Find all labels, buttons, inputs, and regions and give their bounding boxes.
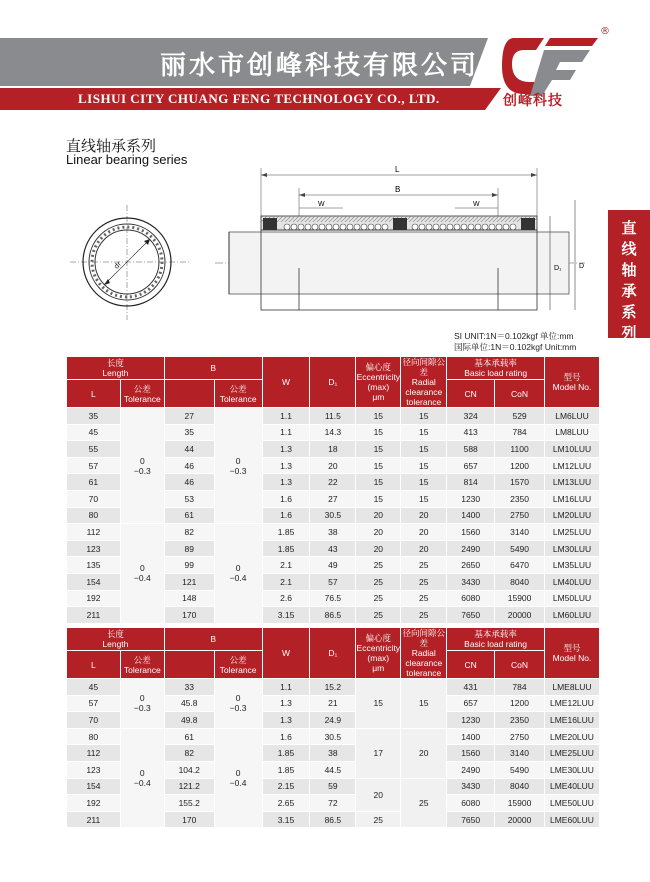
cell-CoN: 3140 [495,524,545,541]
cell-eccentricity: 15 [356,424,401,441]
spec-table-1 [66,356,600,624]
cell-W: 1.6 [262,728,310,745]
header-L: L [67,380,121,408]
cell-radial: 25 [401,590,447,607]
page-title-cn: 直线轴承系列 [66,137,157,155]
cell-W: 1.85 [262,761,310,778]
tolerance-lower: −0.4 [229,778,247,789]
W-dim-label-left: W [318,201,325,208]
cell-radial: 25 [401,607,447,624]
header-CoN: CoN [495,651,545,679]
cell-L: 211 [67,607,121,624]
cell-L: 80 [67,728,121,745]
cell-L: 112 [67,524,121,541]
side-tab-char: 直 [621,219,637,237]
cell-CN: 3430 [447,573,495,590]
cell-L: 70 [67,490,121,507]
cell-CoN: 784 [495,424,545,441]
cell-radial: 15 [401,679,447,729]
cell-model: LME40LUU [544,778,599,795]
cell-CoN: 1200 [495,695,545,712]
cell-B: 155.2 [164,795,214,812]
cell-model: LM20LUU [545,507,600,524]
cell-W: 1.1 [262,679,310,696]
cell-W: 1.6 [262,507,310,524]
cell-B: 82 [164,745,214,762]
cell-W: 1.3 [262,441,310,458]
cell-eccentricity: 20 [356,507,401,524]
header-load-rating: 基本承载率 Basic load rating [447,628,545,651]
cell-model: LM6LUU [545,408,600,425]
tolerance-cell [214,524,262,624]
cell-CN: 2490 [447,761,495,778]
table-row [67,728,600,745]
cell-B: 45.8 [164,695,214,712]
header-model: 型号 Model No. [544,628,599,679]
cell-CoN: 8040 [495,778,545,795]
cell-model: LME16LUU [544,712,599,729]
side-tab-char: 轴 [621,261,637,279]
cell-CN: 2650 [447,557,495,574]
cell-W: 2.15 [262,778,310,795]
cell-L: 123 [67,761,121,778]
tolerance-cell [214,679,262,729]
cell-model: LME20LUU [544,728,599,745]
cell-D1: 30.5 [310,507,356,524]
dr-label: dr [112,259,124,271]
cell-CN: 1230 [447,712,495,729]
cell-model: LME8LUU [544,679,599,696]
cell-CoN: 1100 [495,441,545,458]
cell-W: 1.1 [262,424,310,441]
cell-D1: 49 [310,557,356,574]
cell-W: 1.3 [262,474,310,491]
company-name-en: LISHUI CITY CHUANG FENG TECHNOLOGY CO., LTD. [78,91,440,106]
cell-D1: 24.9 [310,712,356,729]
cell-CoN: 2350 [495,712,545,729]
cell-L: 80 [67,507,121,524]
cell-CN: 7650 [447,811,495,828]
units-line-2: 国际单位:1N＝0.102kgf Unit:mm [454,342,577,352]
cell-B: 61 [164,507,214,524]
D-dim-label: D [579,263,585,270]
cell-CN: 2490 [447,540,495,557]
cell-CoN: 2350 [495,490,545,507]
cell-radial: 20 [401,728,447,778]
tolerance-lower: −0.4 [229,573,247,584]
side-tab-char: 线 [621,240,637,258]
cell-D1: 21 [310,695,356,712]
cell-D1: 30.5 [310,728,356,745]
cell-radial: 25 [401,557,447,574]
cell-radial: 20 [401,540,447,557]
tolerance-cell [120,679,164,729]
cell-CN: 413 [447,424,495,441]
cell-CN: 6080 [447,795,495,812]
cell-CoN: 2750 [495,507,545,524]
header-B-value [164,651,214,679]
registered-mark: ® [600,26,610,37]
cell-eccentricity: 20 [356,524,401,541]
cell-model: LM30LUU [545,540,600,557]
cell-B: 104.2 [164,761,214,778]
cell-eccentricity: 25 [356,573,401,590]
header-length: 长度 Length [67,628,165,651]
cell-D1: 59 [310,778,356,795]
cell-radial: 25 [401,778,447,828]
cell-W: 1.6 [262,490,310,507]
cell-D1: 18 [310,441,356,458]
side-tab-char: 系 [621,303,637,321]
cell-CoN: 5490 [495,761,545,778]
cell-B: 27 [164,408,214,425]
cell-CoN: 1200 [495,457,545,474]
cell-CN: 1400 [447,728,495,745]
tolerance-cell [214,728,262,828]
cell-L: 35 [67,408,121,425]
tolerance-lower: −0.4 [133,573,151,584]
cell-radial: 15 [401,424,447,441]
cell-W: 2.1 [262,573,310,590]
header-length: 长度 Length [67,357,165,380]
cell-D1: 86.5 [310,607,356,624]
cell-CN: 324 [447,408,495,425]
cell-B: 170 [164,811,214,828]
cell-D1: 22 [310,474,356,491]
header-L-tolerance: 公差 Tolerance [120,651,164,679]
cell-CN: 431 [447,679,495,696]
cell-W: 1.3 [262,712,310,729]
cell-CN: 1230 [447,490,495,507]
cell-B: 121 [164,573,214,590]
bearing-side-section-diagram [215,160,595,320]
cell-W: 1.85 [262,540,310,557]
cell-D1: 15.2 [310,679,356,696]
header-CN: CN [447,651,495,679]
cell-radial: 25 [401,573,447,590]
tolerance-upper: 0 [139,455,145,466]
header-eccentricity: 偏心度 Eccentricity (max) μm [356,357,401,408]
cell-model: LME25LUU [544,745,599,762]
cell-model: LM16LUU [545,490,600,507]
cell-CN: 588 [447,441,495,458]
cell-eccentricity: 20 [356,540,401,557]
cell-L: 112 [67,745,121,762]
cell-L: 70 [67,712,121,729]
header-B-tolerance: 公差 Tolerance [214,380,262,408]
header-B-tolerance: 公差 Tolerance [214,651,262,679]
header-W: W [262,357,310,408]
tolerance-upper: 0 [235,693,241,704]
cell-CoN: 784 [495,679,545,696]
side-tab-char: 承 [621,282,637,300]
cell-CoN: 2750 [495,728,545,745]
W-dim-label-right: W [473,201,480,208]
cell-D1: 76.5 [310,590,356,607]
tolerance-lower: −0.3 [229,703,247,714]
tolerance-lower: −0.3 [229,465,247,476]
tolerance-lower: −0.3 [133,703,151,714]
logo-subtitle: 创峰科技 [503,93,563,109]
tolerance-cell [120,408,164,524]
cell-B: 89 [164,540,214,557]
cell-eccentricity: 15 [356,490,401,507]
cell-D1: 43 [310,540,356,557]
tolerance-lower: −0.4 [133,778,151,789]
cell-CoN: 15900 [495,590,545,607]
header-B-value [164,380,214,408]
cell-W: 2.1 [262,557,310,574]
side-tab-char: 列 [621,324,637,342]
tolerance-lower: −0.3 [133,465,151,476]
cell-model: LM8LUU [545,424,600,441]
cell-eccentricity: 15 [356,408,401,425]
table-row [67,408,600,425]
B-dim-label: B [395,185,401,194]
cell-L: 55 [67,441,121,458]
cell-L: 135 [67,557,121,574]
cell-CoN: 20000 [495,607,545,624]
header-model: 型号 Model No. [545,357,600,408]
cell-W: 1.3 [262,457,310,474]
cell-CN: 6080 [447,590,495,607]
cell-model: LM40LUU [545,573,600,590]
cell-B: 170 [164,607,214,624]
cell-eccentricity: 25 [356,557,401,574]
cell-B: 46 [164,457,214,474]
cell-CoN: 6470 [495,557,545,574]
tolerance-upper: 0 [139,768,145,779]
cell-radial: 15 [401,490,447,507]
cell-D1: 72 [310,795,356,812]
page-title-en: Linear bearing series [66,152,188,167]
cell-L: 211 [67,811,121,828]
header-CN: CN [447,380,495,408]
cell-CoN: 20000 [495,811,545,828]
cell-L: 57 [67,457,121,474]
cell-D1: 57 [310,573,356,590]
cell-eccentricity: 17 [356,728,401,778]
cell-D1: 44.5 [310,761,356,778]
cell-D1: 27 [310,490,356,507]
header-CoN: CoN [495,380,545,408]
cell-CN: 1560 [447,524,495,541]
cell-B: 33 [164,679,214,696]
cell-L: 154 [67,778,121,795]
cell-L: 123 [67,540,121,557]
cell-eccentricity: 15 [356,474,401,491]
header-D1: D₁ [310,628,356,679]
header-L: L [67,651,121,679]
cell-B: 61 [164,728,214,745]
cell-radial: 15 [401,441,447,458]
cell-B: 49.8 [164,712,214,729]
cell-CoN: 8040 [495,573,545,590]
cell-model: LME12LUU [544,695,599,712]
cell-model: LME30LUU [544,761,599,778]
cell-D1: 14.3 [310,424,356,441]
cell-W: 1.85 [262,745,310,762]
tolerance-cell [214,408,262,524]
cell-D1: 20 [310,457,356,474]
cell-radial: 15 [401,474,447,491]
cell-W: 2.6 [262,590,310,607]
cell-CoN: 5490 [495,540,545,557]
header-radial-clearance: 径向间隙公差 Radial clearance tolerance [402,628,445,678]
cell-CN: 3430 [447,778,495,795]
cell-L: 45 [67,679,121,696]
cell-model: LM35LUU [545,557,600,574]
table-row [67,679,600,696]
cell-B: 53 [164,490,214,507]
header-L-tolerance: 公差 Tolerance [120,380,164,408]
cell-B: 148 [164,590,214,607]
cell-B: 82 [164,524,214,541]
cell-CN: 657 [447,457,495,474]
tolerance-upper: 0 [139,693,145,704]
tolerance-upper: 0 [235,563,241,574]
header-B: B [164,357,262,380]
cell-radial: 15 [401,457,447,474]
side-tab [608,210,650,342]
cell-CoN: 3140 [495,745,545,762]
company-name-cn: 丽水市创峰科技有限公司 [160,51,480,81]
cell-D1: 38 [310,524,356,541]
cell-W: 1.3 [262,695,310,712]
cell-model: LM12LUU [545,457,600,474]
cell-radial: 20 [401,524,447,541]
cell-L: 57 [67,695,121,712]
table-row [67,524,600,541]
cell-eccentricity: 15 [356,679,401,729]
cell-B: 121.2 [164,778,214,795]
cell-model: LM60LUU [545,607,600,624]
cell-eccentricity: 25 [356,811,401,828]
cell-eccentricity: 15 [356,441,401,458]
cell-CN: 1560 [447,745,495,762]
cell-model: LME60LUU [544,811,599,828]
cell-eccentricity: 20 [356,778,401,811]
cell-L: 192 [67,795,121,812]
spec-table-2 [66,627,600,828]
cell-radial: 20 [401,507,447,524]
tolerance-cell [120,524,164,624]
cell-W: 1.85 [262,524,310,541]
cell-L: 192 [67,590,121,607]
cell-D1: 11.5 [310,408,356,425]
cell-CoN: 529 [495,408,545,425]
cell-model: LM10LUU [545,441,600,458]
cell-D1: 86.5 [310,811,356,828]
cell-W: 2.65 [262,795,310,812]
cell-radial: 15 [401,408,447,425]
cell-L: 61 [67,474,121,491]
cell-CN: 7650 [447,607,495,624]
cell-D1: 38 [310,745,356,762]
cell-W: 1.1 [262,408,310,425]
cell-CN: 814 [447,474,495,491]
cell-W: 3.15 [262,811,310,828]
tolerance-upper: 0 [235,455,241,466]
cell-eccentricity: 25 [356,607,401,624]
header-W: W [262,628,310,679]
header-B: B [164,628,262,651]
header-radial-clearance: 径向间隙公差 Radial clearance tolerance [402,357,446,407]
bearing-end-view-diagram [70,205,190,320]
cell-CoN: 1570 [495,474,545,491]
tolerance-cell [120,728,164,828]
cell-B: 99 [164,557,214,574]
cell-L: 45 [67,424,121,441]
cell-L: 154 [67,573,121,590]
header-D1: D₁ [310,357,356,408]
cell-model: LME50LUU [544,795,599,812]
tolerance-upper: 0 [139,563,145,574]
cell-CN: 1400 [447,507,495,524]
cell-W: 3.15 [262,607,310,624]
cell-B: 35 [164,424,214,441]
header-load-rating: 基本承载率 Basic load rating [447,357,545,380]
units-line-1: SI UNIT:1N＝0.102kgf 单位:mm [454,331,574,341]
D1-dim-label: D₁ [554,265,562,272]
header-eccentricity: 偏心度 Eccentricity (max) μm [356,628,401,679]
cell-model: LM25LUU [545,524,600,541]
cell-eccentricity: 15 [356,457,401,474]
cell-model: LM50LUU [545,590,600,607]
cell-B: 44 [164,441,214,458]
cell-B: 46 [164,474,214,491]
tolerance-upper: 0 [235,768,241,779]
L-dim-label: L [395,165,400,174]
cell-model: LM13LUU [545,474,600,491]
cell-eccentricity: 25 [356,590,401,607]
cell-CoN: 15900 [495,795,545,812]
cell-CN: 657 [447,695,495,712]
